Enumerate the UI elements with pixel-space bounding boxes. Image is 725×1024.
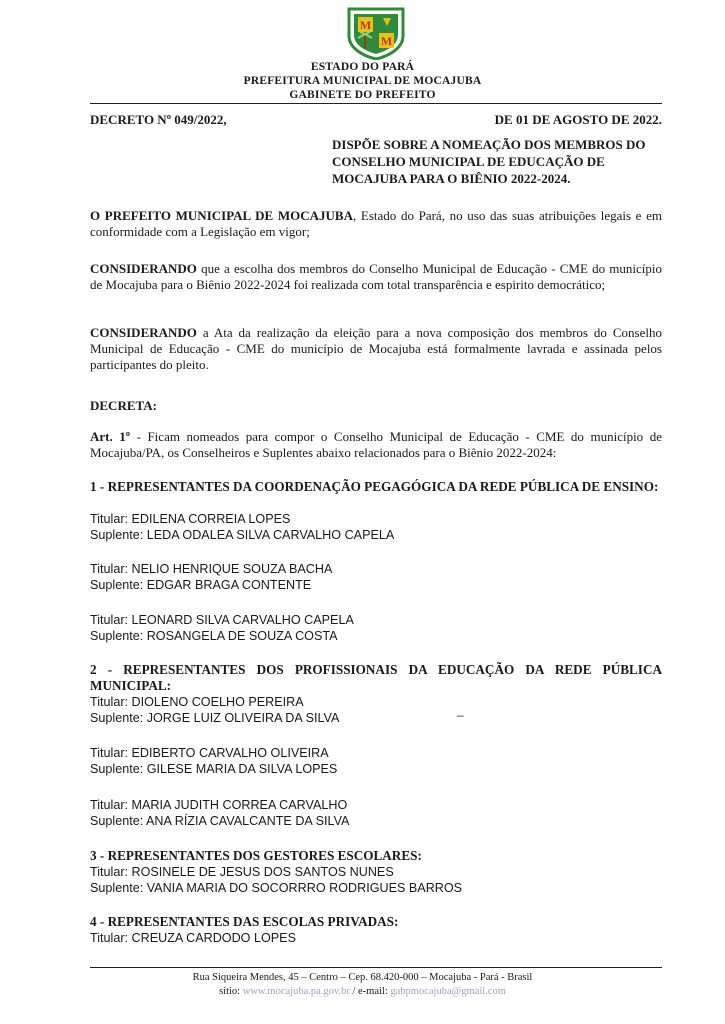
decreta-heading: DECRETA: [90,398,157,413]
considering-paragraph-1 [90,261,662,293]
footer-address: Rua Siqueira Mendes, 45 – Centro – Cep. 68.420-000 – Mocajuba - Pará - Brasil [192,972,533,983]
section-1-member: Suplente: LEDA ODALEA SILVA CARVALHO CAPELA [90,528,395,542]
preamble-text: , Estado do Pará, no uso das suas atribuições legais e em conformidade com a Legislação em vigor; [90,208,662,239]
section-1-member: Suplente: EDGAR BRAGA CONTENTE [90,578,312,592]
section-2-member: Titular: EDIBERTO CARVALHO OLIVEIRA [90,746,329,760]
considering-2-text: a Ata da realização da eleição para a nova composição dos membros do Conselho Municipal de Educação - CME do município de Mocajuba está formalmente lavrada e assinada pelos participantes do pleito. [90,325,662,372]
section-1-member: Suplente: ROSANGELA DE SOUZA COSTA [90,629,338,643]
decree-heading-row [90,112,662,128]
article-1-paragraph [90,429,662,461]
considering-1-bold: CONSIDERANDO [90,261,197,276]
footer-contacts [0,985,725,998]
office-name: GABINETE DO PREFEITO [289,89,436,101]
considering-paragraph-2 [90,325,662,373]
footer-divider [90,967,662,968]
municipal-crest-logo [345,6,407,60]
considering-2-bold: CONSIDERANDO [90,325,197,340]
state-name: ESTADO DO PARÁ [310,61,415,73]
section-2-member: Titular: MARIA JUDITH CORREA CARVALHO [90,798,348,812]
section-3-member: Suplente: VANIA MARIA DO SOCORRRO RODRIGUES BARROS [90,881,463,895]
crest-letter-bottom: M [380,34,393,48]
scan-mark: – [457,708,464,722]
preamble-bold: O PREFEITO MUNICIPAL DE MOCAJUBA [90,208,353,223]
decree-summary: DISPÕE SOBRE A NOMEAÇÃO DOS MEMBROS DO CONSELHO MUNICIPAL DE EDUCAÇÃO DE MOCAJUBA PARA O BIÊNIO 2022-2024. [332,137,646,186]
section-2-member: Titular: DIOLENO COELHO PEREIRA [90,695,304,709]
section-2-member: Suplente: GILESE MARIA DA SILVA LOPES [90,762,338,776]
article-1-bold: Art. 1º [90,429,131,444]
section-2-member: Suplente: JORGE LUIZ OLIVEIRA DA SILVA [90,711,340,725]
section-4-title: 4 - REPRESENTANTES DAS ESCOLAS PRIVADAS: [90,914,399,929]
section-1-title: 1 - REPRESENTANTES DA COORDENAÇÃO PEGAGÓGICA DA REDE PÚBLICA DE ENSINO: [90,479,659,494]
site-link[interactable]: www.mocajuba.pa.gov.br [242,986,350,997]
decree-date: DE 01 DE AGOSTO DE 2022. [494,112,662,127]
section-1-member: Titular: LEONARD SILVA CARVALHO CAPELA [90,613,354,627]
article-1-text: - Ficam nomeados para compor o Conselho Municipal de Educação - CME do município de Mocajuba/PA, os Conselheiros e Suplentes abaixo relacionados para o Biênio 2022-2024: [90,429,662,460]
section-3-member: Titular: ROSINELE DE JESUS DOS SANTOS NUNES [90,865,394,879]
header-divider [90,103,662,104]
prefecture-name: PREFEITURA MUNICIPAL DE MOCAJUBA [243,75,482,87]
preamble-paragraph [90,208,662,240]
section-1-member: Titular: EDILENA CORREIA LOPES [90,512,291,526]
section-2-title: 2 - REPRESENTANTES DOS PROFISSIONAIS DA EDUCAÇÃO DA REDE PÚBLICA MUNICIPAL: [90,662,662,693]
crest-letter-top: M [359,18,372,32]
considering-1-text: que a escolha dos membros do Conselho Municipal de Educação - CME do município de Mocajuba para o Biênio 2022-2024 foi realizada com total transparência e espirito democrático; [90,261,662,292]
email-link[interactable]: gabpmocajuba@gmail.com [390,986,506,997]
site-label: sítio: [219,986,241,997]
section-2-member: Suplente: ANA RÍZIA CAVALCANTE DA SILVA [90,814,350,828]
section-3-title: 3 - REPRESENTANTES DOS GESTORES ESCOLARES: [90,848,422,863]
section-4-member: Titular: CREUZA CARDODO LOPES [90,931,296,945]
section-1-member: Titular: NELIO HENRIQUE SOUZA BACHA [90,562,333,576]
email-label: / e-mail: [349,986,388,997]
decree-number: DECRETO Nº 049/2022, [90,112,227,127]
